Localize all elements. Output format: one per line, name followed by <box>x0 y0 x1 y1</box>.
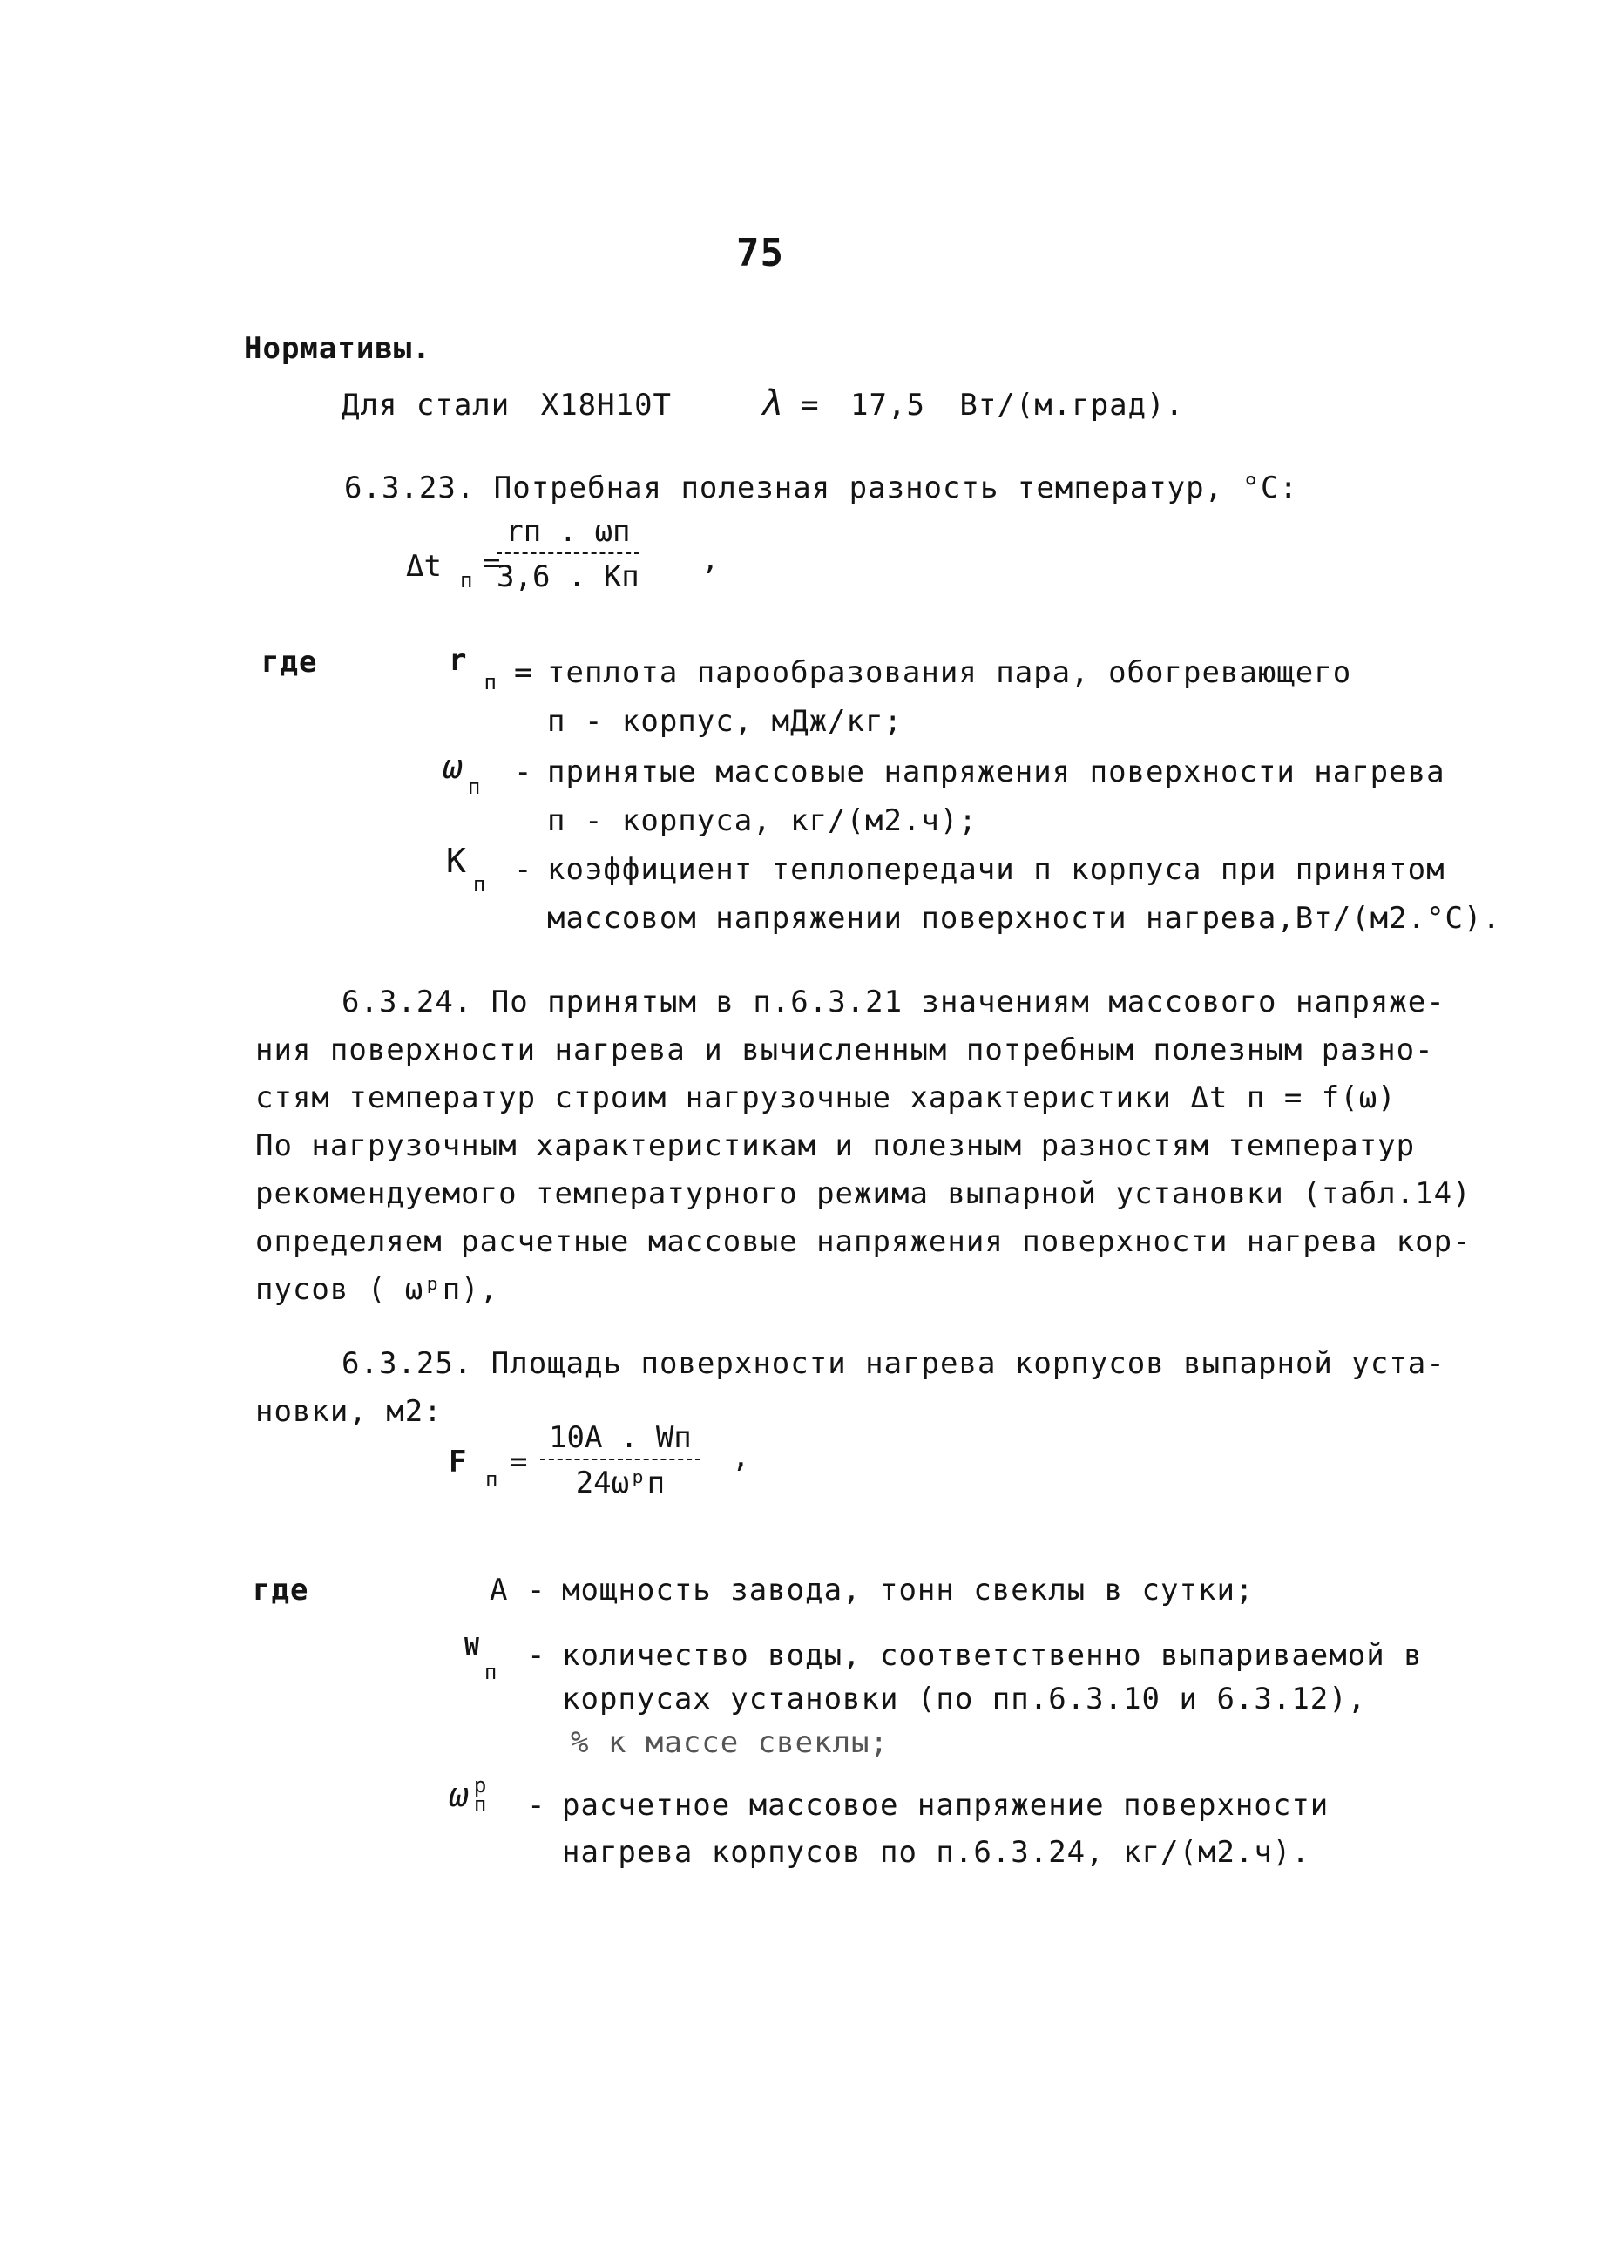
fraction-6325-numerator: 10А . Wп <box>540 1420 700 1460</box>
omega-sub: п <box>467 774 481 799</box>
s6324-line-4: рекомендуемого температурного режима выпарной установки (табл.14) <box>255 1176 1472 1211</box>
steel-label: Для стали <box>342 388 511 423</box>
omega-p-sup: р <box>473 1773 487 1797</box>
steel-grade: Х18Н10Т <box>540 388 673 423</box>
formula-6323-lhs-sub: п <box>460 568 473 592</box>
def-6323-0-symbol <box>449 643 497 694</box>
def-6323-2-symbol <box>446 842 486 897</box>
where-6323: где <box>261 645 318 680</box>
formula-6325-tail: , <box>732 1439 751 1474</box>
def-6325-0-dash: - <box>527 1573 546 1608</box>
s6324-line-1: ния поверхности нагрева и вычисленным потребным полезным разно- <box>255 1032 1434 1067</box>
lambda-symbol: λ <box>760 383 782 423</box>
def-6323-0-text1: теплота парообразования пара, обогревающего <box>547 655 1352 690</box>
def-6325-1-text1: количество воды, соответственно выпариваемой в <box>562 1638 1423 1673</box>
s6325-line-1: новки, м2: <box>255 1394 443 1429</box>
r-sub: п <box>484 669 497 694</box>
where-6325: где <box>253 1573 309 1608</box>
w-symbol: W <box>464 1632 479 1661</box>
s6324-line-2: стям температур строим нагрузочные характеристики Δt п = f(ω) <box>255 1080 1397 1115</box>
def-6325-2-dash: - <box>527 1788 546 1823</box>
def-6323-2-text1: коэффициент теплопередачи п корпуса при принятом <box>547 852 1445 887</box>
w-sub: п <box>484 1659 497 1684</box>
s6325-line-0: 6.3.25. Площадь поверхности нагрева корпусов выпарной уста- <box>342 1346 1445 1381</box>
def-6323-1-text1: принятые массовые напряжения поверхности нагрева <box>547 755 1445 789</box>
def-6325-2-text1: расчетное массовое напряжение поверхности <box>562 1788 1330 1823</box>
formula-6323-lhs: Δt <box>406 549 442 584</box>
k-symbol: К <box>446 842 466 880</box>
def-6325-1-symbol <box>464 1628 497 1684</box>
def-6325-0-symbol: А <box>490 1573 509 1608</box>
formula-6323-tail: , <box>701 542 721 577</box>
k-sub: п <box>472 871 486 897</box>
formula-6325-lhs-sub: п <box>485 1467 498 1492</box>
def-6323-2-dash: - <box>514 852 533 887</box>
def-6325-1-text3: % к массе свеклы; <box>571 1725 889 1760</box>
s6324-line-0: 6.3.24. По принятым в п.6.3.21 значениям массового напряже- <box>342 985 1445 1019</box>
steel-line <box>342 383 1184 423</box>
omega-symbol: ω <box>443 748 463 786</box>
fraction-6323-numerator: rп . ωп <box>497 514 639 554</box>
fraction-6323-denominator: 3,6 . Кп <box>497 559 639 594</box>
def-6323-1-dash: - <box>514 755 533 789</box>
formula-6325-lhs: F <box>449 1445 467 1479</box>
formula-6323-eq: = <box>483 545 501 580</box>
def-6325-0-text1: мощность завода, тонн свеклы в сутки; <box>562 1573 1255 1608</box>
def-6325-1-text2: корпусах установки (по пп.6.3.10 и 6.3.12), <box>562 1682 1367 1716</box>
fraction-6325 <box>540 1420 700 1500</box>
formula-6325-eq: = <box>510 1445 528 1479</box>
def-6323-1-symbol <box>443 748 481 799</box>
def-6323-2-text2: массовом напряжении поверхности нагрева,Вт/(м2.°С). <box>547 901 1501 936</box>
s6324-line-6: пусов ( ωᵖп), <box>255 1272 499 1307</box>
lambda-value: 17,5 <box>850 388 925 423</box>
lambda-eq: = <box>801 388 820 423</box>
r-symbol: r <box>449 643 467 678</box>
def-6323-1-text2: п - корпуса, кг/(м2.ч); <box>547 803 978 838</box>
s6324-line-5: определяем расчетные массовые напряжения поверхности нагрева кор- <box>255 1224 1472 1259</box>
omega-p-scripts <box>473 1773 487 1817</box>
def-6323-0-dash: = <box>514 655 533 690</box>
fraction-6323 <box>497 514 639 594</box>
def-6325-2-symbol <box>449 1773 487 1817</box>
fraction-6325-denominator: 24ωᵖп <box>575 1466 666 1500</box>
def-6325-1-dash: - <box>527 1638 546 1673</box>
normatives-heading: Нормативы. <box>244 331 431 366</box>
page-number: 75 <box>736 231 784 275</box>
s6324-line-3: По нагрузочным характеристикам и полезным разностям температур <box>255 1128 1416 1163</box>
def-6323-0-text2: п - корпус, мДж/кг; <box>547 704 903 739</box>
section-6323-title: 6.3.23. Потребная полезная разность температур, °С: <box>344 471 1298 505</box>
omega-p-symbol: ω <box>449 1776 469 1814</box>
def-6325-2-text2: нагрева корпусов по п.6.3.24, кг/(м2.ч). <box>562 1835 1310 1870</box>
omega-p-sub: п <box>473 1792 487 1817</box>
lambda-unit: Вт/(м.град). <box>959 388 1185 423</box>
